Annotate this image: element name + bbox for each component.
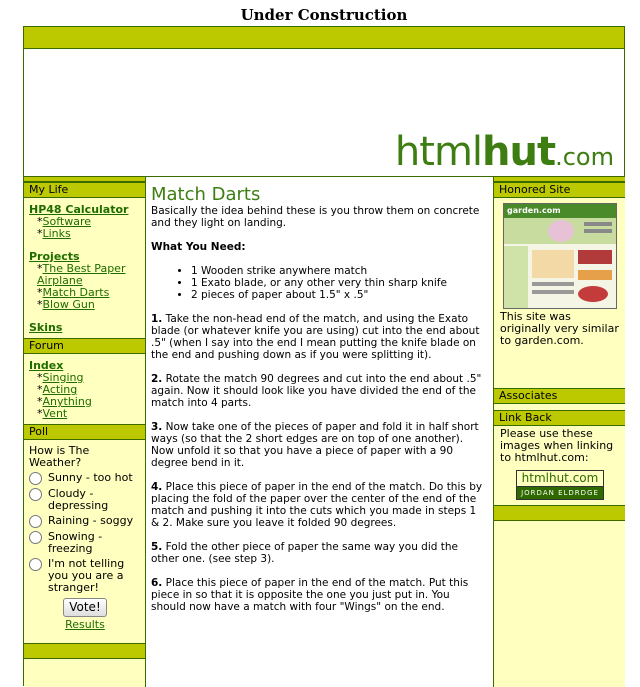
step-paragraph [151,481,487,529]
right-sidebar [493,177,625,687]
step-text: Place this piece of paper in the end of the match. Put this piece in so that it is opposite the one you just put in. You should now have a match with four "Wings" on the end. [151,577,469,613]
link-match-darts[interactable]: Match Darts [42,286,110,299]
radio-button[interactable] [29,515,42,528]
main-content [146,177,492,687]
radio-button[interactable] [29,472,42,485]
step-text: Now take one of the pieces of paper and fold it in half short ways (so that the 2 short edges are on top of one another). Now unfold it so that you have a piece of paper with a 90 degree bend in it. [151,421,479,469]
htmlhut-badge[interactable] [516,470,604,500]
poll-option[interactable] [29,558,141,594]
left-bottom-bar [24,643,145,659]
article-body [146,205,492,613]
link-index[interactable]: Index [29,359,64,372]
banner [24,49,624,177]
poll-option-label: Raining - soggy [48,514,134,527]
section-honored-site: Honored Site [494,182,625,198]
poll-option-label: Cloudy - depressing [48,487,109,512]
step-paragraph [151,373,487,409]
left-sidebar [24,177,146,687]
list-item: • 1 Wooden strike anywhere match [191,265,487,277]
badge-name: JORDAN ELDRDGE [517,487,603,499]
garden-site-thumbnail[interactable] [503,203,617,309]
page-title: Under Construction [240,6,408,24]
needs-list [151,265,487,301]
vote-button[interactable]: Vote! [63,598,107,617]
section-forum: Forum [24,338,145,354]
link-acting[interactable]: Acting [42,383,78,396]
badge-logo: htmlhut.com [517,471,603,487]
step-text: Take the non-head end of the match, and using the Exato blade (or whatever knife you are using) cut into the end about .5" (when I say into the end I mean putting the knife blade on the end and pushing down as if you were splitting it). [151,313,480,361]
step-text: Fold the other piece of paper the same way you did the other one. (see step 3). [151,541,458,565]
top-bar [24,27,624,49]
step-text: Place this piece of paper in the end of the match. Do this by placing the fold of the paper over the center of the end of the match and pushing it into the cuts which you made in steps 1 & 2. Make sure you leave it folded 90 degrees. [151,481,483,529]
site-logo[interactable] [395,129,614,175]
link-links[interactable]: Links [42,227,71,240]
radio-button[interactable] [29,531,42,544]
link-blow-gun[interactable]: Blow Gun [42,298,95,311]
section-link-back: Link Back [494,410,625,426]
link-hp48-calculator[interactable]: HP48 Calculator [29,203,129,216]
link-projects[interactable]: Projects [29,250,80,263]
section-associates: Associates [494,388,625,404]
step-number: 5. [151,541,163,553]
step-paragraph [151,577,487,613]
step-number: 6. [151,577,163,589]
section-my-life: My Life [24,182,145,198]
step-paragraph [151,313,487,361]
step-paragraph [151,421,487,469]
link-paper-airplane[interactable]: The Best Paper Airplane [37,262,126,287]
poll-option-label: Snowing - freezing [48,530,103,555]
linkback-text: Please use these images when linking to htmlhut.com: [500,427,614,464]
logo-hut: hut [482,129,556,175]
link-skins[interactable]: Skins [29,321,63,334]
step-number: 2. [151,373,163,385]
radio-button[interactable] [29,558,42,571]
poll-option-label: I'm not telling you you are a stranger! [48,557,125,594]
my-life-nav: HP48 Calculator *Software *Links Projects *The Best Paper Airplane *Match Darts *Blow Gun Skins [29,203,129,334]
step-number: 4. [151,481,163,493]
article-intro: Basically the idea behind these is you throw them on concrete and they light on landing. [151,205,480,229]
step-text: Rotate the match 90 degrees and cut into the end about .5" again. Now it should look like you have divided the end of the match into 4 parts. [151,373,482,409]
poll-option[interactable] [29,472,141,485]
step-number: 1. [151,313,163,325]
step-paragraph [151,541,487,565]
link-singing[interactable]: Singing [42,371,84,384]
radio-button[interactable] [29,488,42,501]
logo-html: html [394,129,483,175]
section-poll: Poll [24,424,145,440]
logo-com: .com [555,143,614,171]
thumb-label: garden.com [507,206,561,215]
link-results[interactable]: Results [65,618,105,631]
list-item: • 1 Exato blade, or any other very thin sharp knife [191,277,487,289]
list-item: • 2 pieces of paper about 1.5" x .5" [191,289,487,301]
link-vent[interactable]: Vent [42,407,68,420]
honored-text: This site was originally very similar to garden.com. [500,310,619,347]
need-heading: What You Need: [151,241,246,253]
weather-poll [24,440,145,635]
step-number: 3. [151,421,163,433]
forum-nav: Index *Singing *Acting *Anything *Vent [29,359,92,420]
poll-option[interactable] [29,531,141,555]
link-anything[interactable]: Anything [42,395,92,408]
right-bottom-bar [494,505,625,521]
poll-question: How is The Weather? [29,444,90,469]
poll-option-label: Sunny - too hot [48,471,133,484]
article-title: Match Darts [151,184,261,205]
link-software[interactable]: Software [42,215,91,228]
poll-option[interactable] [29,515,141,528]
poll-option[interactable] [29,488,141,512]
